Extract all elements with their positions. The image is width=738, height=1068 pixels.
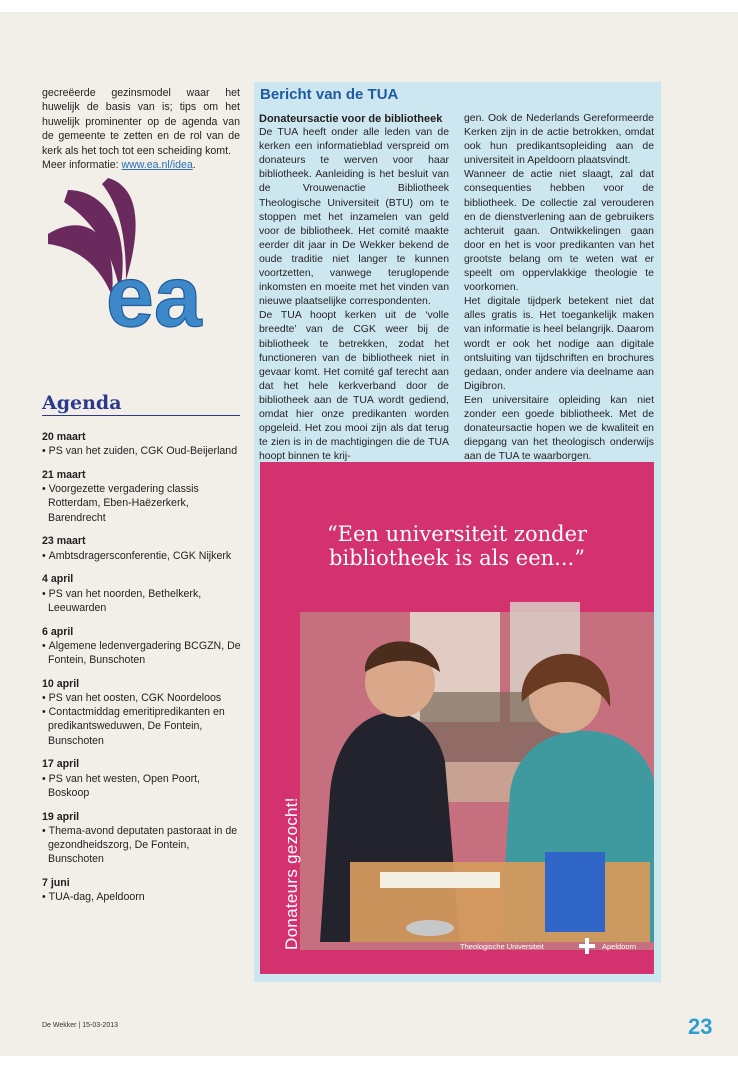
agenda-item bbox=[42, 876, 242, 904]
agenda-date: 23 maart bbox=[42, 535, 86, 548]
more-info-line bbox=[42, 158, 240, 172]
agenda-title: Agenda bbox=[42, 392, 240, 416]
donation-poster bbox=[260, 462, 654, 974]
agenda-line: • Thema-avond deputaten pastoraat in de gezondheidszorg, De Fontein, Bunschoten bbox=[42, 824, 242, 867]
footer-publication: De Wekker | 15-03-2013 bbox=[42, 1022, 119, 1029]
article-paragraph: gen. Ook de Nederlands Gereformeerde Kerken zijn in de actie betrokken, omdat ook hun predikantsopleiding aan de universiteit in Apeldoorn plaatsvindt. bbox=[464, 113, 654, 167]
agenda-list bbox=[42, 430, 242, 914]
poster-brand-right: Apeldoorn bbox=[602, 942, 637, 951]
agenda-item bbox=[42, 757, 242, 800]
article-paragraph: Een universitaire opleiding kan niet zonder een goede bibliotheek. Met de donateursactie hopen we de kwaliteit en diepgang van het theologisch onderwijs aan de TUA te waarborgen. bbox=[464, 394, 654, 463]
agenda-item bbox=[42, 677, 242, 748]
poster-quote-line-1: “Een universiteit zonder bbox=[326, 522, 588, 546]
agenda-date: 6 april bbox=[42, 625, 74, 638]
article-paragraph: De TUA heeft onder alle leden van de kerken een informatieblad verspreid om donateurs te werven voor haar bibliotheek. Aanleiding is het besluit van de Vrouwenactie Bibliotheek Theologische Universiteit (BTU) om te stoppen met het inzamelen van geld voor de bibliotheek. Het comité maakte eerder dit jaar in De Wekker bekend de oude traditie niet langer te kunnen voortzetten, vanwege teruglopende inkomsten en moeite met het vinden van nieuwe plaatselijke correspondenten. bbox=[259, 127, 449, 308]
agenda-line: • PS van het noorden, Bethelkerk, Leeuwarden bbox=[42, 587, 242, 615]
article-column-1 bbox=[259, 112, 449, 464]
article-paragraph: De TUA hoopt kerken uit de ‘volle breedte’ van de CGK weer bij de bibliotheek te betrekken, zodat het functioneren van de bibliotheek niet in gevaar komt. Het comité gaf terecht aan dat het hele kerkverband door de bibliotheek aan de TUA wordt gediend, omdat hier onze predikanten worden opgeleid. Het zou mooi zijn als dat terug te zien is in de machtigingen die de TUA hoopt binnen te krij- bbox=[259, 310, 449, 463]
agenda-line: • PS van het westen, Open Poort, Boskoop bbox=[42, 772, 242, 800]
agenda-line: • TUA-dag, Apeldoorn bbox=[42, 890, 242, 904]
agenda-line: • Ambtsdragersconferentie, CGK Nijkerk bbox=[42, 549, 242, 563]
agenda-line: • Algemene ledenvergadering BCGZN, De Fontein, Bunschoten bbox=[42, 639, 242, 667]
agenda-item bbox=[42, 625, 242, 668]
agenda-item bbox=[42, 468, 242, 525]
logo-text: ea bbox=[106, 249, 202, 336]
poster-quote-line-2: bibliotheek is als een...” bbox=[329, 546, 585, 570]
more-info-suffix: . bbox=[192, 159, 196, 172]
poster-side-label: Donateurs gezocht! bbox=[282, 797, 301, 950]
agenda-item bbox=[42, 810, 242, 867]
article-paragraph: Wanneer de actie niet slaagt, zal dat consequenties hebben voor de bibliotheek. De collectie zal verouderen en de dienstverlening aan de gebruikers achteruit gaan. Ontwikkelingen gaan door en het is voor predikanten van het grootste belang om te weten wat er speelt om oppervlakkige theologie te voorkomen. bbox=[464, 169, 654, 294]
agenda-item bbox=[42, 572, 242, 615]
agenda-date: 10 april bbox=[42, 677, 80, 690]
article-column-2 bbox=[464, 112, 654, 464]
agenda-date: 17 april bbox=[42, 758, 80, 771]
agenda-date: 4 april bbox=[42, 573, 74, 586]
article-paragraph: Het digitale tijdperk betekent niet dat alles gratis is. Het toegankelijk maken van informatie is heel belangrijk. Daarom wordt er ook het nodige aan digitale ontsluiting van tijdschriften en brochures gedaan, onder andere via deelname aan Digibron. bbox=[464, 296, 654, 392]
agenda-line: • Contactmiddag emeritipredikanten en predikantsweduwen, De Fontein, Bunschoten bbox=[42, 705, 242, 748]
agenda-date: 21 maart bbox=[42, 469, 86, 481]
intro-paragraph: gecreëerde gezinsmodel waar het huwelijk de basis van is; tips om het huwelijk prominenter op de agenda van de gemeente te zetten en de rol van de kerk als het toch tot een scheiding komt. bbox=[42, 87, 240, 157]
agenda-item bbox=[42, 430, 242, 458]
article-title: Bericht van de TUA bbox=[260, 86, 399, 103]
agenda-line: • PS van het zuiden, CGK Oud-Beijerland bbox=[42, 444, 242, 458]
intro-text bbox=[42, 86, 240, 172]
agenda-date: 19 april bbox=[42, 810, 80, 823]
agenda-item bbox=[42, 534, 242, 562]
more-info-link[interactable]: www.ea.nl/idea bbox=[121, 159, 193, 172]
tua-emblem-icon bbox=[579, 938, 595, 954]
agenda-line: • Voorgezette vergadering classis Rotterdam, Eben-Haëzerkerk, Barendrecht bbox=[42, 482, 242, 525]
more-info-prefix: Meer informatie: bbox=[42, 159, 122, 172]
agenda-date: 20 maart bbox=[42, 431, 86, 443]
ea-logo bbox=[40, 176, 240, 336]
agenda-date: 7 juni bbox=[42, 877, 70, 890]
page-number: 23 bbox=[688, 1014, 713, 1039]
poster-brand-left: Theologische Universiteit bbox=[460, 942, 544, 951]
article-subtitle: Donateursactie voor de bibliotheek bbox=[259, 113, 443, 125]
poster-side-text bbox=[280, 752, 304, 952]
agenda-line: • PS van het oosten, CGK Noordeloos bbox=[42, 691, 242, 705]
poster-quote bbox=[260, 522, 654, 570]
